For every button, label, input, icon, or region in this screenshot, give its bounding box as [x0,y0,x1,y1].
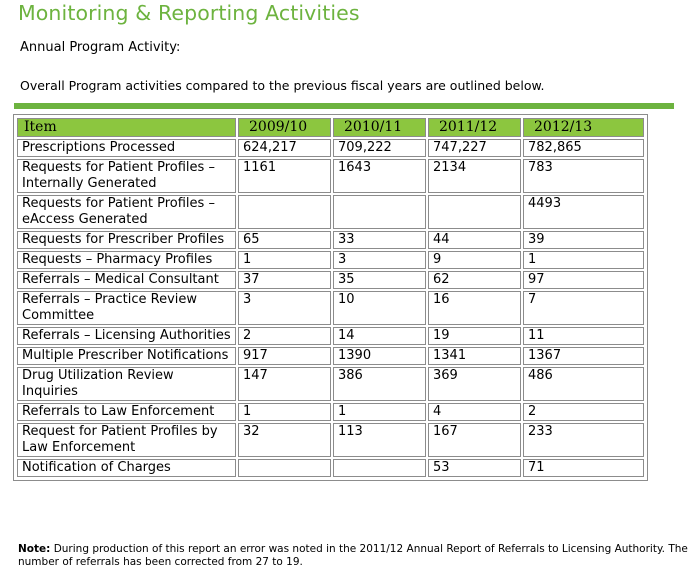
table-cell: 917 [238,347,331,365]
column-header-year: 2010/11 [333,118,426,137]
table-cell: 62 [428,271,521,289]
table-cell [238,195,331,229]
section-subtitle: Annual Program Activity: [20,40,181,55]
table-row [17,347,644,365]
column-header-item: Item [17,118,236,137]
column-header-year: 2011/12 [428,118,521,137]
row-item-label: Multiple Prescriber Notifications [17,347,236,365]
table-cell: 4493 [523,195,644,229]
table-cell: 33 [333,231,426,249]
table-cell: 37 [238,271,331,289]
table-cell [333,195,426,229]
table-cell: 747,227 [428,139,521,157]
table-row [17,231,644,249]
table-cell: 35 [333,271,426,289]
table-cell: 9 [428,251,521,269]
row-item-label: Requests for Prescriber Profiles [17,231,236,249]
table-cell: 11 [523,327,644,345]
table-row [17,195,644,229]
row-item-label: Requests – Pharmacy Profiles [17,251,236,269]
row-item-label: Requests for Patient Profiles – eAccess Generated [17,195,236,229]
page-title: Monitoring & Reporting Activities [18,1,360,25]
table-cell: 486 [523,367,644,401]
table-header-row [17,118,644,137]
table-cell: 167 [428,423,521,457]
table-cell: 39 [523,231,644,249]
table-cell: 2 [523,403,644,421]
table-cell: 65 [238,231,331,249]
table-cell: 7 [523,291,644,325]
table-cell: 147 [238,367,331,401]
table-cell: 1 [523,251,644,269]
green-divider [14,103,674,109]
row-item-label: Request for Patient Profiles by Law Enforcement [17,423,236,457]
column-header-year: 2012/13 [523,118,644,137]
intro-text: Overall Program activities compared to the previous fiscal years are outlined below. [20,78,545,93]
table-cell: 1341 [428,347,521,365]
table-row [17,367,644,401]
table-cell: 2134 [428,159,521,193]
table-cell: 2 [238,327,331,345]
table-row [17,423,644,457]
column-header-year: 2009/10 [238,118,331,137]
note-text: During production of this report an error was noted in the 2011/12 Annual Report of Referrals to Licensing Authority. The number of referrals has been corrected from 27 to 19. [18,543,688,568]
table-cell: 71 [523,459,644,477]
table-cell: 32 [238,423,331,457]
table-cell: 3 [238,291,331,325]
table-cell: 113 [333,423,426,457]
row-item-label: Drug Utilization Review Inquiries [17,367,236,401]
table-cell: 14 [333,327,426,345]
table-row [17,403,644,421]
table-cell: 1643 [333,159,426,193]
table-cell [238,459,331,477]
table-row [17,139,644,157]
table-cell: 386 [333,367,426,401]
table-cell: 624,217 [238,139,331,157]
table-cell: 1 [238,251,331,269]
table-cell: 19 [428,327,521,345]
table-row [17,251,644,269]
table-cell: 1367 [523,347,644,365]
table-cell: 1 [333,403,426,421]
table-row [17,159,644,193]
table-cell: 782,865 [523,139,644,157]
table-cell: 233 [523,423,644,457]
table-cell: 1390 [333,347,426,365]
table-cell: 783 [523,159,644,193]
table-cell: 4 [428,403,521,421]
table-cell: 10 [333,291,426,325]
table-cell: 16 [428,291,521,325]
row-item-label: Requests for Patient Profiles – Internally Generated [17,159,236,193]
table-row [17,271,644,289]
row-item-label: Referrals – Practice Review Committee [17,291,236,325]
table-row [17,459,644,477]
table-cell [333,459,426,477]
row-item-label: Notification of Charges [17,459,236,477]
row-item-label: Referrals – Licensing Authorities [17,327,236,345]
table-body [17,139,644,477]
row-item-label: Referrals to Law Enforcement [17,403,236,421]
activity-table-frame [13,114,648,481]
table-cell: 97 [523,271,644,289]
table-row [17,327,644,345]
table-cell: 3 [333,251,426,269]
table-cell: 1161 [238,159,331,193]
note-label: Note: [18,543,51,555]
footnote [18,543,698,569]
activity-table [15,116,646,479]
table-cell: 44 [428,231,521,249]
row-item-label: Referrals – Medical Consultant [17,271,236,289]
table-cell: 709,222 [333,139,426,157]
table-cell [428,195,521,229]
table-row [17,291,644,325]
table-cell: 369 [428,367,521,401]
table-cell: 1 [238,403,331,421]
row-item-label: Prescriptions Processed [17,139,236,157]
table-cell: 53 [428,459,521,477]
